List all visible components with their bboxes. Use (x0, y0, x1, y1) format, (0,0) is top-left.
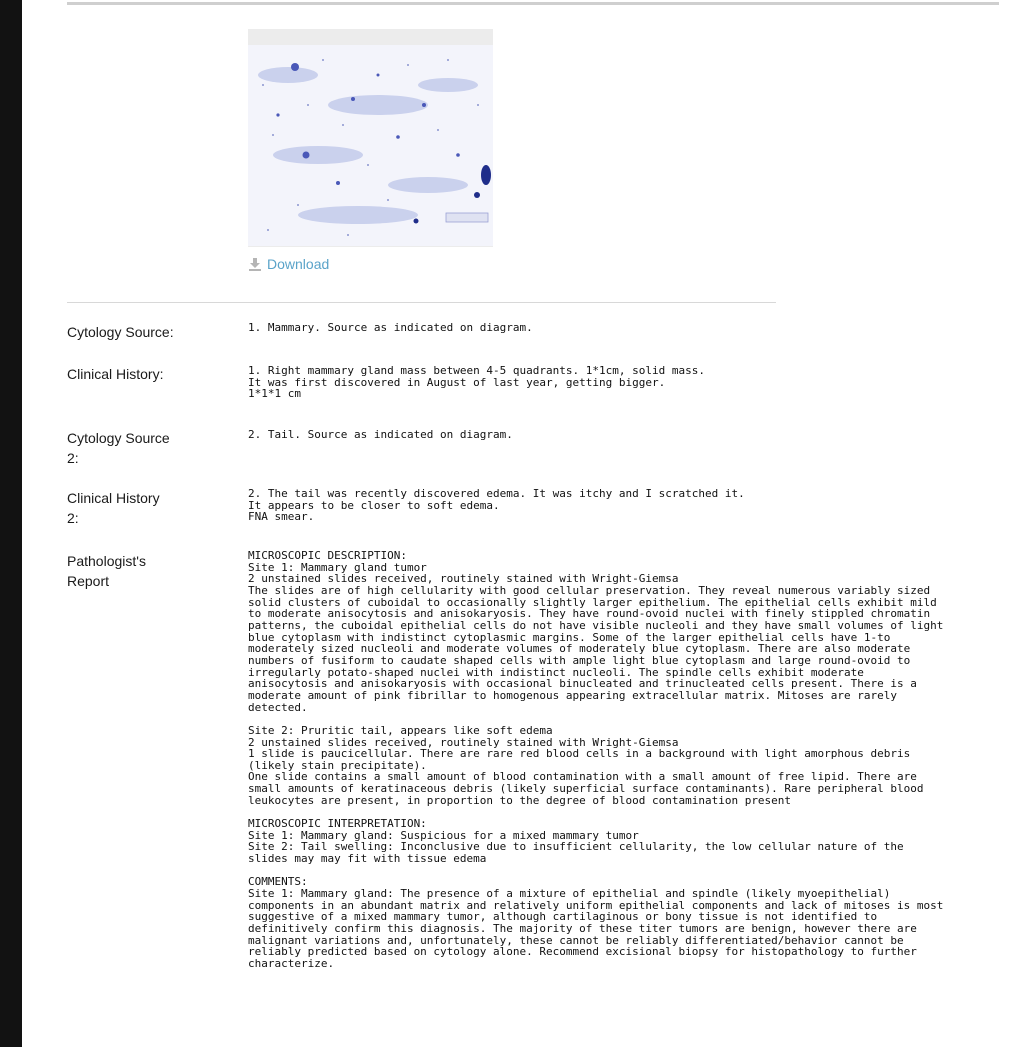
cytology-source-value: 1. Mammary. Source as indicated on diagram. (248, 321, 533, 334)
cytology-source-2-value: 2. Tail. Source as indicated on diagram. (248, 428, 513, 441)
download-label: Download (267, 256, 330, 272)
cytology-source-label: Cytology Source: (67, 324, 174, 340)
window-edge (0, 0, 22, 1047)
download-icon (248, 257, 262, 271)
top-divider (67, 2, 999, 5)
pathologist-report-label: Pathologist's Report (67, 553, 146, 589)
clinical-history-value: 1. Right mammary gland mass between 4-5 quadrants. 1*1cm, solid mass. It was first discovered in August of last year, getting bigger. 1*1*1 cm (248, 364, 705, 401)
clinical-history-2-value: 2. The tail was recently discovered edema. It was itchy and I scratched it. It appears to be closer to soft edema. FNA smear. (248, 487, 745, 524)
clinical-history-label: Clinical History: (67, 366, 164, 382)
section-divider (67, 302, 776, 303)
clinical-history-2-label: Clinical History 2: (67, 490, 160, 526)
cytology-image-thumbnail[interactable] (248, 29, 493, 247)
microscopy-image (248, 45, 493, 246)
pathologist-report-value: MICROSCOPIC DESCRIPTION: Site 1: Mammary gland tumor 2 unstained slides received, routinely stained with Wright-Giemsa The slides are of high cellularity with good cellular preservation. They reveal numerous variably sized solid clusters of cuboidal to occasionally slightly larger epithelium. The epithelial cells exhibit mild to moderate anisocytosis and anisokaryosis. They have round-ovoid nuclei with finely stippled chromatin patterns, the cuboidal epithelial cells do not have visible nucleoli and they have small volumes of light blue cytoplasm with indistinct cytoplasmic margins. Some of the larger epithelial cells have 1-to moderately sized nucleoli and moderate volumes of moderately blue cytoplasm. There are also moderate numbers of fusiform to caudate shaped cells with ample light blue cytoplasm and large round-ovoid to irregularly potato-shaped nuclei with indistinct nucleoli. The spindle cells exhibit moderate anisocytosis and anisokaryosis with occasional binucleated and trinucleated cells present. There is a moderate amount of pink fibrillar to homogenous appearing extracellular matrix. Mitoses are rarely detected. Site 2: Pruritic tail, appears like soft edema 2 unstained slides received, routinely stained with Wright-Giemsa 1 slide is paucicellular. There are rare red blood cells in a background with light amorphous debris (likely stain precipitate). One slide contains a small amount of blood contamination with a small amount of free lipid. There are small amounts of keratinaceous debris (likely superficial surface contaminants). Rare peripheral blood leukocytes are present, in proportion to the degree of blood contamination present MICROSCOPIC INTERPRETATION: Site 1: Mammary gland: Suspicious for a mixed mammary tumor Site 2: Tail swelling: Inconclusive due to insufficient cellularity, the low cellular nature of the slides may may fit with tissue edema COMMENTS: Site 1: Mammary gland: The presence of a mixture of epithelial and spindle (likely myoepithelial) components in an abundant matrix and relatively uniform epithelial components and lack of mitoses is most suggestive of a mixed mammary tumor, although cartilaginous or bony tissue is not identified to definitively confirm this diagnosis. The majority of these titer tumors are benign, however there are malignant variations and, unfortunately, these cannot be reliably differentiated/behavior cannot be reliably predicted based on cytology alone. Recommend excisional biopsy for histopathology to further characterize. (248, 549, 944, 970)
download-link[interactable] (248, 256, 329, 272)
cytology-source-2-label: Cytology Source 2: (67, 430, 170, 466)
